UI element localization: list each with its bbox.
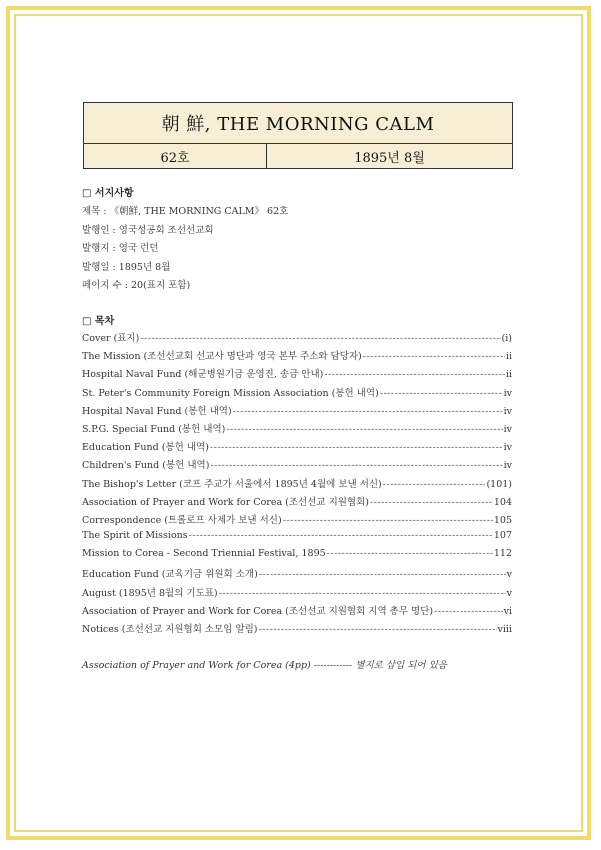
toc-item — [82, 494, 512, 512]
toc-item — [82, 566, 512, 584]
toc-item-page: 105 — [493, 514, 512, 526]
issue-date: 1895년 8월 — [354, 150, 425, 166]
toc-item-title: The Spirit of Missions — [82, 530, 188, 542]
toc-item-title: Hospital Naval Fund (봉헌 내역) — [82, 405, 232, 417]
toc-item — [82, 512, 512, 530]
toc-item-page: 112 — [493, 548, 512, 560]
biblio-line: 제목 : 《朝鮮, THE MORNING CALM》 62호 — [82, 206, 289, 217]
toc-item-title: August (1895년 8월의 기도표) — [82, 587, 218, 599]
toc-item-page: iv — [503, 460, 512, 472]
toc-leader — [259, 569, 506, 580]
toc-item-page: iv — [503, 387, 512, 399]
toc-item — [82, 330, 512, 348]
toc-leader — [219, 588, 506, 599]
toc-item — [82, 548, 512, 566]
toc-leader — [210, 460, 502, 471]
toc-leader — [233, 406, 503, 417]
toc-item-title: Cover (표지) — [82, 333, 140, 344]
toc-item-page: iv — [503, 442, 512, 454]
biblio-line: 발행일 : 1895년 8월 — [82, 261, 171, 273]
title-box — [83, 102, 513, 169]
toc-item — [82, 439, 512, 457]
toc-item-page: 107 — [493, 530, 512, 542]
toc-item-title: Children's Fund (봉헌 내역) — [82, 460, 210, 472]
toc-item — [82, 603, 512, 621]
toc-item-page: ii — [505, 351, 512, 363]
biblio-line: 발행지 : 영국 런던 — [82, 243, 159, 254]
toc-leader — [226, 424, 502, 435]
toc-item-page: iv — [503, 405, 512, 417]
toc-leader — [140, 333, 500, 344]
toc-leader — [380, 388, 503, 399]
issue-number: 62호 — [84, 144, 267, 168]
issue-row — [84, 144, 512, 168]
toc-item — [82, 403, 512, 421]
toc-item-page: v — [506, 587, 512, 599]
toc-item-page: ii — [505, 369, 512, 381]
toc-item-page: viii — [497, 624, 512, 635]
journal-title: 朝 鮮, THE MORNING CALM — [84, 103, 512, 144]
toc-leader — [210, 442, 503, 453]
toc-item — [82, 348, 512, 366]
insert-note: Association of Prayer and Work for Corea (4pp) ------------ 별지로 삽입 되어 있음 — [82, 660, 447, 671]
toc-heading: □ 목차 — [82, 316, 115, 327]
toc-item — [82, 530, 512, 548]
toc-item-title: Association of Prayer and Work for Corea (조선선교 지원협회) — [82, 496, 369, 508]
toc-item — [82, 421, 512, 439]
toc-item-title: Correspondence (트롤로프 사제가 보낸 서신) — [82, 514, 282, 526]
toc-leader — [383, 479, 486, 490]
toc-item — [82, 621, 512, 639]
toc-item-page: v — [506, 569, 512, 581]
biblio-line: 발행인 : 영국성공회 조선선교회 — [82, 224, 214, 236]
toc-item-title: S.P.G. Special Fund (봉헌 내역) — [82, 423, 226, 435]
toc-item-page: (i) — [501, 333, 512, 344]
toc-item-title: The Bishop's Letter (코프 주교가 서울에서 1895년 4월에 보낸 서신) — [82, 478, 382, 490]
toc-item-title: Association of Prayer and Work for Corea (조선선교 지원협회 지역 총무 명단) — [82, 605, 434, 617]
toc-list — [82, 330, 512, 639]
toc-leader — [327, 548, 493, 559]
toc-item-page: 104 — [493, 496, 512, 508]
toc-leader — [324, 369, 505, 380]
biblio-line: 페이지 수 : 20(표지 포함) — [82, 280, 191, 291]
toc-item-title: Education Fund (교육기금 위원회 소개) — [82, 569, 258, 581]
biblio-section — [82, 203, 288, 296]
toc-item — [82, 385, 512, 403]
toc-item — [82, 366, 512, 384]
toc-leader — [370, 497, 493, 508]
toc-item-title: St. Peter's Community Foreign Mission Association (봉헌 내역) — [82, 387, 379, 399]
toc-leader — [363, 351, 505, 362]
biblio-heading: □ 서지사항 — [82, 188, 134, 199]
toc-leader — [259, 624, 497, 635]
toc-item-page: vi — [503, 605, 512, 617]
toc-item-page: iv — [503, 423, 512, 435]
toc-item-page: (101) — [486, 478, 512, 490]
toc-item-title: Education Fund (봉헌 내역) — [82, 442, 209, 454]
toc-item — [82, 476, 512, 494]
toc-item — [82, 457, 512, 475]
toc-leader — [283, 515, 493, 526]
toc-item-title: The Mission (조선선교회 선교사 명단과 영국 본부 주소와 담당자) — [82, 351, 362, 363]
toc-item-title: Hospital Naval Fund (해군병원기금 운영진, 송금 안내) — [82, 369, 324, 381]
toc-leader — [189, 530, 493, 541]
toc-leader — [434, 606, 502, 617]
toc-item-title: Mission to Corea - Second Triennial Festival, 1895 — [82, 548, 326, 560]
toc-item — [82, 585, 512, 603]
toc-item-title: Notices (조선선교 지원협회 소모임 알림) — [82, 624, 258, 635]
